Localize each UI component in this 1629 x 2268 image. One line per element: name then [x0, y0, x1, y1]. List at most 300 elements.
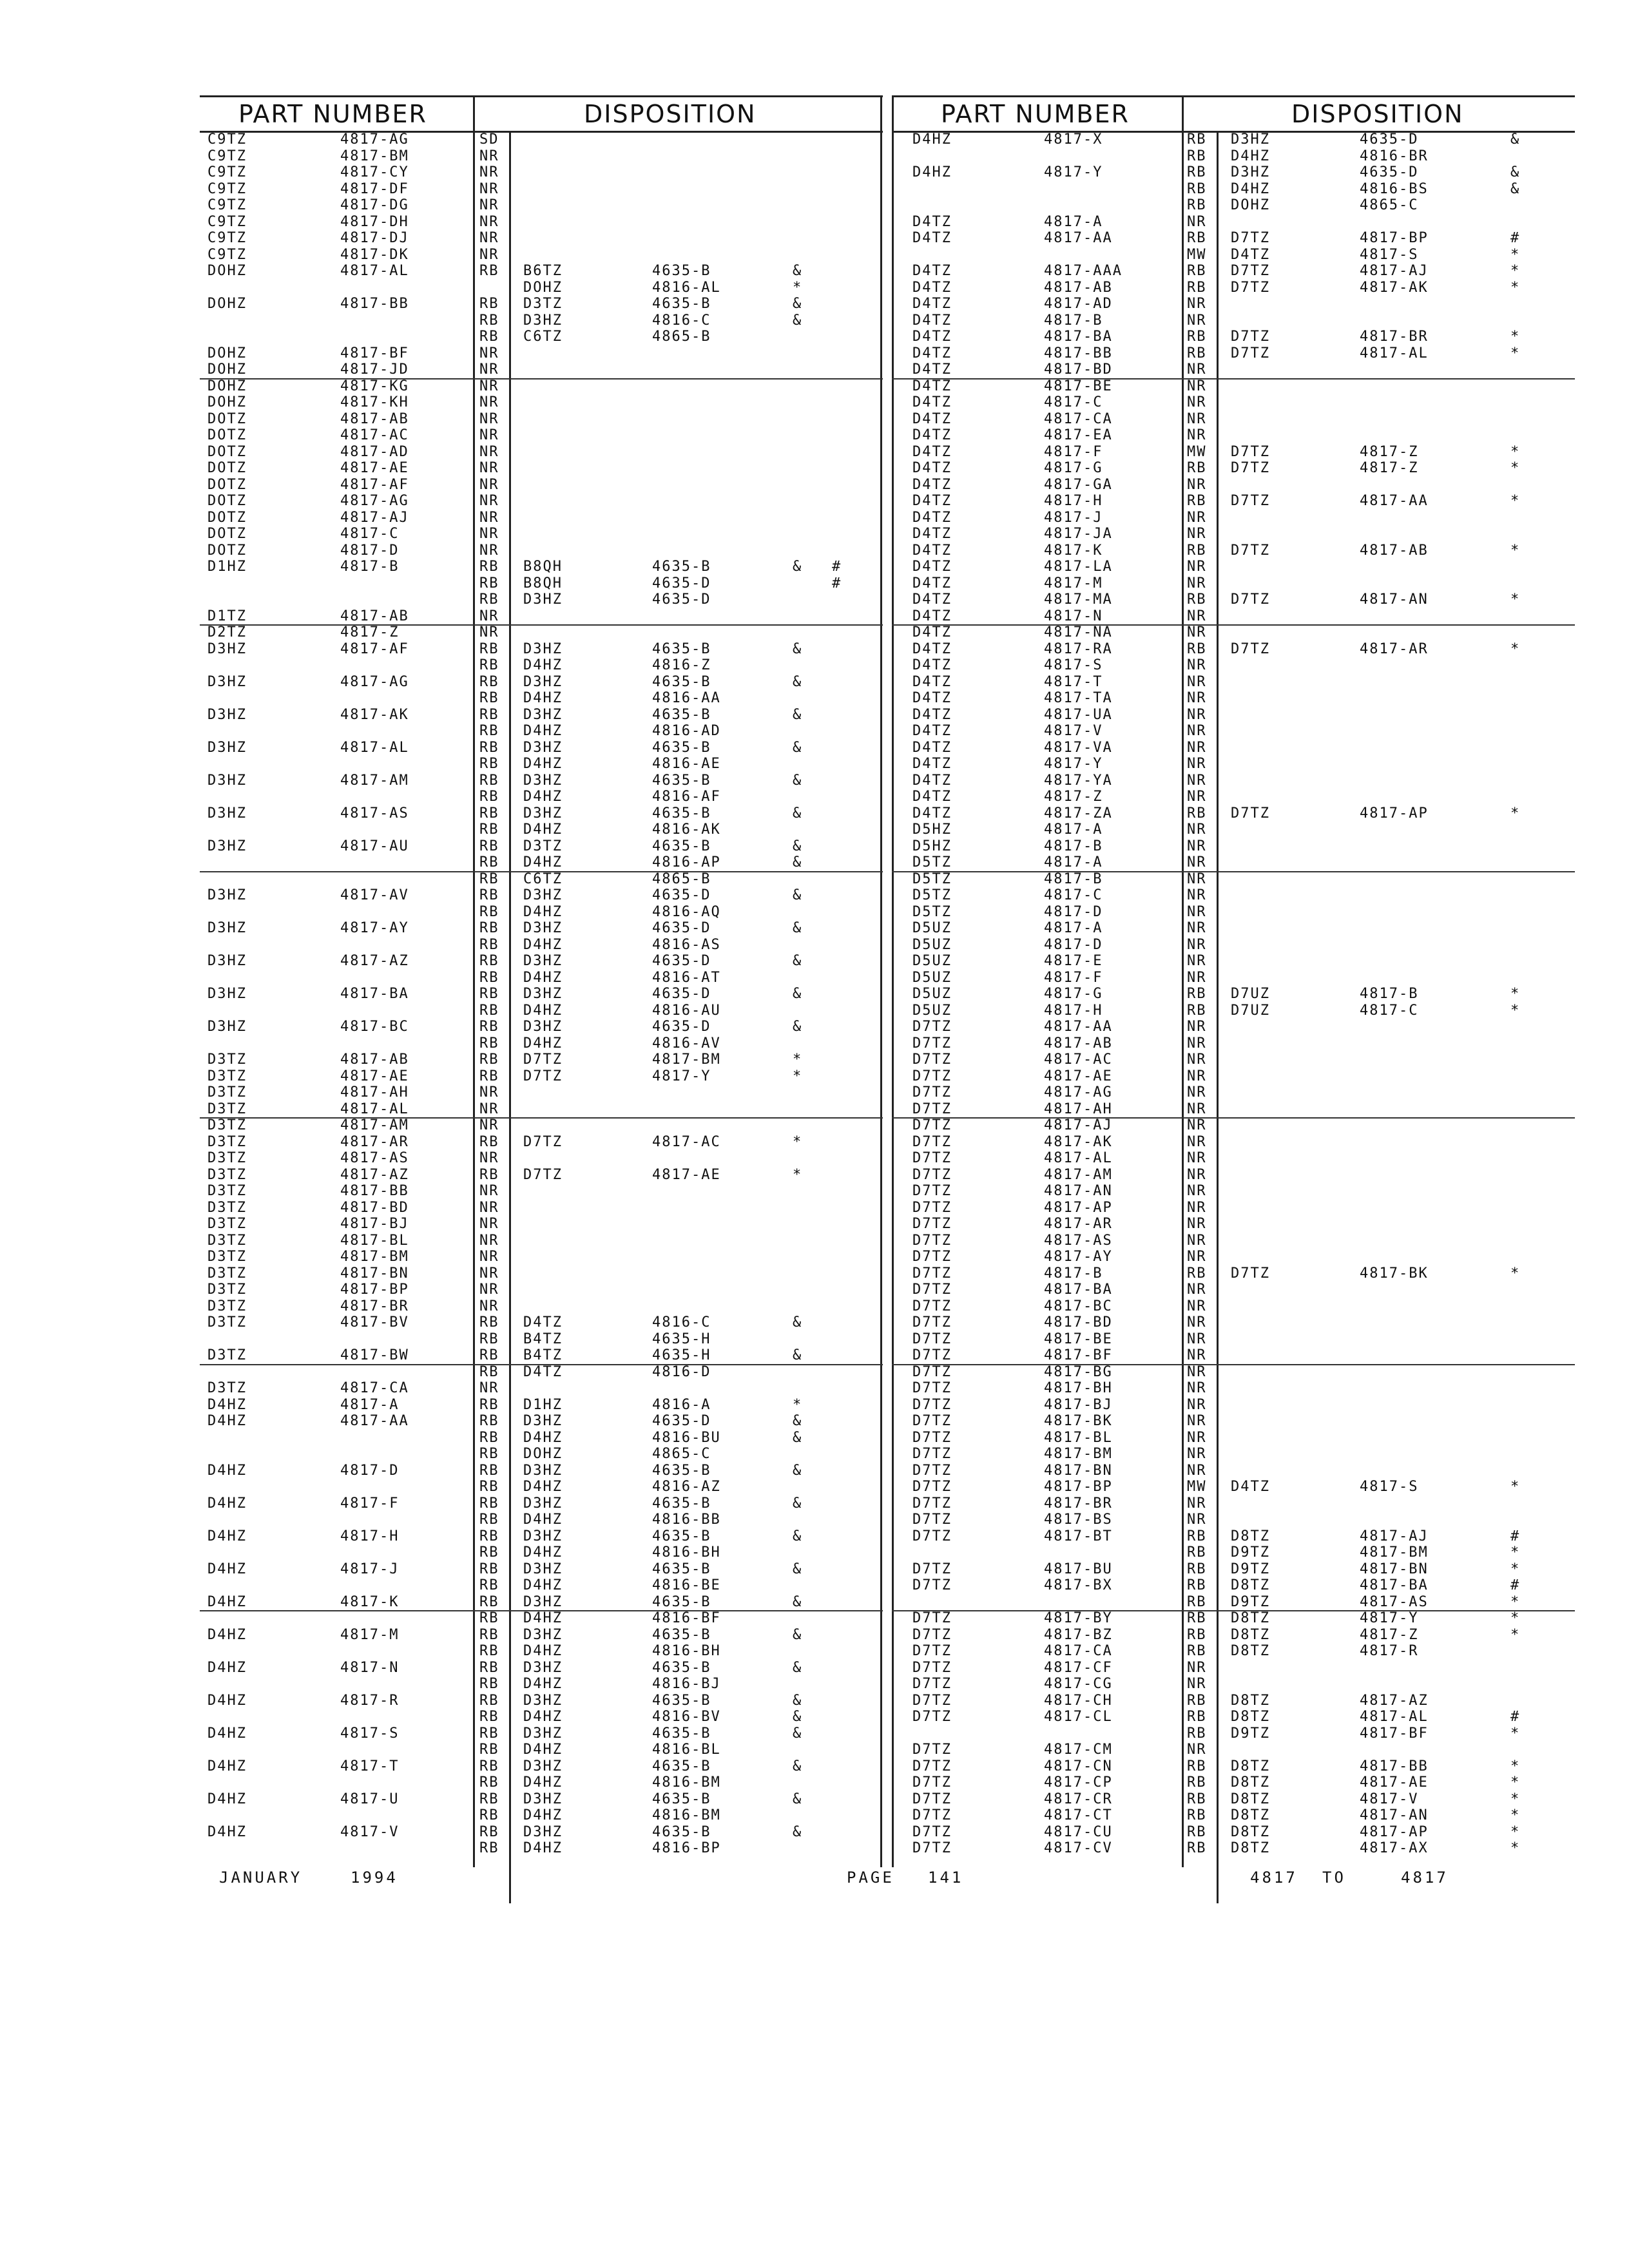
table-row [892, 131, 1575, 148]
disposition-code: RB [479, 870, 499, 887]
table-row [200, 230, 883, 247]
table-row [892, 1840, 1575, 1857]
disposition-code: RB [479, 1363, 499, 1380]
table-row [200, 1577, 883, 1594]
disposition-code: NR [1187, 920, 1207, 936]
part-number: 4817-GA [1044, 476, 1113, 493]
disposition-number: 4635-B [652, 1462, 711, 1479]
disposition-code: NR [479, 1265, 499, 1282]
table-row [892, 575, 1575, 592]
part-prefix: D3TZ [207, 1298, 247, 1314]
disposition-code: NR [1187, 870, 1207, 887]
part-prefix: D4HZ [207, 1692, 247, 1709]
table-row [892, 641, 1575, 658]
disposition-code: RB [479, 559, 499, 575]
table-row [200, 148, 883, 165]
table-row [200, 937, 883, 954]
disposition-code: RB [1187, 542, 1207, 559]
part-number: 4817-AG [340, 131, 409, 148]
table-row [200, 1840, 883, 1857]
disposition-number: 4635-B [652, 1593, 711, 1610]
part-number: 4817-AE [340, 460, 409, 476]
disposition-mark: & [793, 986, 803, 1002]
part-prefix: D7TZ [912, 1249, 952, 1265]
disposition-mark: * [1510, 1544, 1521, 1561]
disposition-mark: * [1510, 345, 1521, 361]
table-row [200, 1824, 883, 1841]
part-prefix: D4HZ [207, 1725, 247, 1742]
table-row [892, 822, 1575, 838]
part-number: 4817-AS [340, 805, 409, 822]
disposition-code: NR [1187, 559, 1207, 575]
table-row [200, 1430, 883, 1446]
part-number: 4817-A [1044, 920, 1103, 936]
table-row [200, 1528, 883, 1545]
table-row [200, 1298, 883, 1315]
part-number: 4817-Y [1044, 756, 1103, 772]
disposition-code: RB [479, 1396, 499, 1413]
table-row [892, 329, 1575, 345]
disposition-code: RB [1187, 1610, 1207, 1626]
disposition-number: 4635-B [652, 1528, 711, 1544]
table-row [892, 477, 1575, 494]
part-prefix: D7TZ [912, 1462, 952, 1479]
table-row [200, 1479, 883, 1495]
disposition-code: RB [1187, 180, 1207, 197]
part-prefix: D3HZ [207, 706, 247, 723]
table-row [200, 197, 883, 214]
disposition-code: NR [1187, 1512, 1207, 1528]
disposition-number: 4635-B [652, 838, 711, 854]
table-row [892, 230, 1575, 247]
part-prefix: D7TZ [912, 1035, 952, 1052]
part-prefix: D7TZ [912, 1659, 952, 1676]
table-row [200, 1774, 883, 1791]
table-row [200, 1314, 883, 1331]
disposition-prefix: D3HZ [523, 706, 563, 723]
part-prefix: D4TZ [912, 394, 952, 410]
disposition-code: NR [1187, 476, 1207, 493]
right-table [892, 95, 1575, 1856]
part-prefix: D7TZ [912, 1216, 952, 1232]
disposition-prefix: D3HZ [523, 772, 563, 789]
disposition-mark: * [1510, 542, 1521, 559]
disposition-mark: * [1510, 1265, 1521, 1282]
disposition-prefix: D8TZ [1231, 1610, 1270, 1626]
disposition-code: NR [479, 1084, 499, 1100]
table-row [200, 1495, 883, 1512]
disposition-number: 4817-Z [1360, 1626, 1419, 1643]
disposition-number: 4635-B [652, 739, 711, 756]
table-row [892, 773, 1575, 789]
table-row [892, 493, 1575, 510]
part-number: 4817-AF [340, 476, 409, 493]
table-row [892, 1347, 1575, 1365]
disposition-number: 4816-AL [652, 279, 721, 296]
disposition-code: MW [1187, 443, 1207, 460]
disposition-number: 4635-B [652, 673, 711, 690]
table-row [892, 1052, 1575, 1068]
disposition-prefix: D4HZ [523, 657, 563, 673]
disposition-number: 4816-AE [652, 756, 721, 772]
part-number: 4817-CL [1044, 1709, 1113, 1725]
part-number: 4817-F [340, 1495, 400, 1512]
part-number: 4817-BN [1044, 1462, 1113, 1479]
disposition-mark: & [793, 263, 803, 279]
disposition-code: NR [479, 197, 499, 213]
part-number: 4817-AZ [340, 953, 409, 969]
part-number: 4817-AB [340, 1052, 409, 1068]
disposition-number: 4817-BM [652, 1052, 721, 1068]
disposition-number: 4635-B [652, 805, 711, 822]
disposition-number: 4635-D [652, 591, 711, 608]
disposition-code: RB [479, 903, 499, 920]
disposition-prefix: D4HZ [523, 1742, 563, 1758]
disposition-code: NR [479, 246, 499, 263]
part-prefix: D4TZ [912, 345, 952, 361]
disposition-mark: * [1510, 279, 1521, 296]
table-row [200, 1610, 883, 1627]
disposition-prefix: D7TZ [1231, 345, 1270, 361]
part-number: 4817-AZ [340, 1166, 409, 1183]
part-prefix: D4TZ [912, 559, 952, 575]
part-number: 4817-AM [340, 772, 409, 789]
table-row [200, 641, 883, 658]
disposition-code: RB [1187, 1002, 1207, 1019]
table-row [892, 1364, 1575, 1381]
table-row [200, 608, 883, 626]
disposition-code: RB [1187, 1626, 1207, 1643]
disposition-number: 4816-AQ [652, 903, 721, 920]
table-row [892, 756, 1575, 773]
disposition-prefix: D3HZ [523, 1593, 563, 1610]
disposition-prefix: D7TZ [1231, 279, 1270, 296]
disposition-code: NR [1187, 1413, 1207, 1429]
part-number: 4817-BR [1044, 1495, 1113, 1512]
disposition-prefix: D7TZ [523, 1052, 563, 1068]
part-number: 4817-B [1044, 312, 1103, 329]
table-row [200, 591, 883, 608]
disposition-code: NR [1187, 657, 1207, 673]
part-number: 4817-AY [1044, 1249, 1113, 1265]
disposition-mark: & [793, 312, 803, 329]
table-row [892, 624, 1575, 641]
disposition-prefix: D3HZ [523, 1692, 563, 1709]
disposition-mark: * [1510, 1725, 1521, 1742]
table-row [892, 1446, 1575, 1463]
part-prefix: D7TZ [912, 1166, 952, 1183]
table-row [892, 510, 1575, 526]
disposition-number: 4817-S [1360, 246, 1419, 263]
disposition-code: RB [1187, 1823, 1207, 1840]
part-prefix: D3TZ [207, 1216, 247, 1232]
disposition-mark: & [793, 1462, 803, 1479]
disposition-code: RB [479, 1019, 499, 1035]
part-number: 4817-T [340, 1758, 400, 1774]
disposition-mark: & [793, 1314, 803, 1331]
disposition-number: 4635-B [652, 559, 711, 575]
disposition-prefix: D3HZ [523, 1495, 563, 1512]
disposition-number: 4816-AK [652, 822, 721, 838]
disposition-code: RB [1187, 1807, 1207, 1823]
disposition-number: 4635-B [652, 1725, 711, 1742]
disposition-code: NR [479, 1117, 499, 1133]
part-prefix: D5HZ [912, 822, 952, 838]
disposition-number: 4635-B [652, 772, 711, 789]
disposition-prefix: D4HZ [523, 969, 563, 986]
disposition-mark: * [793, 1068, 803, 1084]
part-number: 4817-KH [340, 394, 409, 410]
disposition-code: NR [1187, 296, 1207, 312]
part-prefix: D4TZ [912, 230, 952, 246]
part-number: 4817-AJ [340, 509, 409, 526]
table-row [200, 164, 883, 181]
table-row [892, 1397, 1575, 1414]
table-row [200, 1347, 883, 1365]
disposition-code: RB [479, 1347, 499, 1363]
part-prefix: D7TZ [912, 1429, 952, 1446]
part-prefix: D3HZ [207, 1019, 247, 1035]
part-number: 4817-ZA [1044, 805, 1113, 822]
disposition-prefix: D7TZ [1231, 640, 1270, 657]
part-number: 4817-BB [340, 296, 409, 312]
disposition-prefix: D7TZ [1231, 443, 1270, 460]
disposition-code: NR [1187, 887, 1207, 903]
part-number: 4817-BJ [340, 1216, 409, 1232]
table-row [200, 1265, 883, 1282]
table-row [892, 1282, 1575, 1298]
table-row [892, 1019, 1575, 1035]
disposition-prefix: D8TZ [1231, 1823, 1270, 1840]
disposition-number: 4816-BM [652, 1774, 721, 1791]
table-row [892, 1216, 1575, 1233]
disposition-heading: DISPOSITION [1291, 100, 1464, 128]
table-row [892, 1167, 1575, 1184]
disposition-code: NR [1187, 624, 1207, 640]
table-row [892, 1807, 1575, 1824]
part-prefix: DOTZ [207, 476, 247, 493]
disposition-number: 4865-B [652, 870, 711, 887]
disposition-prefix: D7TZ [1231, 329, 1270, 345]
part-number: 4817-AN [1044, 1183, 1113, 1199]
disposition-number: 4816-AD [652, 723, 721, 739]
disposition-number: 4816-Z [652, 657, 711, 673]
disposition-number: 4816-BL [652, 1742, 721, 1758]
table-row [200, 181, 883, 198]
disposition-code: RB [479, 1725, 499, 1742]
table-row [892, 1068, 1575, 1085]
part-number: 4817-F [1044, 443, 1103, 460]
table-row [892, 1298, 1575, 1315]
disposition-number: 4816-BS [1360, 180, 1429, 197]
disposition-prefix: D4HZ [523, 822, 563, 838]
disposition-prefix: D4HZ [523, 789, 563, 805]
part-prefix: D4TZ [912, 213, 952, 230]
table-row [200, 1167, 883, 1184]
part-prefix: D7TZ [912, 1298, 952, 1314]
disposition-code: NR [1187, 1166, 1207, 1183]
disposition-code: NR [479, 1249, 499, 1265]
disposition-code: NR [479, 427, 499, 443]
disposition-prefix: D4HZ [523, 1676, 563, 1692]
disposition-number: 4635-D [652, 1413, 711, 1429]
part-prefix: D7TZ [912, 1676, 952, 1692]
disposition-prefix: C6TZ [523, 870, 563, 887]
disposition-number: 4816-AV [652, 1035, 721, 1052]
table-row [892, 871, 1575, 888]
part-prefix: C9TZ [207, 213, 247, 230]
disposition-code: RB [1187, 493, 1207, 509]
table-row [200, 510, 883, 526]
disposition-code: RB [479, 1479, 499, 1495]
table-row [200, 526, 883, 543]
disposition-prefix: D3HZ [523, 953, 563, 969]
table-row [200, 1101, 883, 1119]
disposition-code: RB [479, 329, 499, 345]
disposition-code: RB [1187, 1528, 1207, 1544]
part-number: 4817-YA [1044, 772, 1113, 789]
disposition-number: 4816-BR [1360, 148, 1429, 164]
part-prefix: D4TZ [912, 296, 952, 312]
table-row [892, 1758, 1575, 1775]
table-row [200, 214, 883, 231]
table-row [200, 986, 883, 1003]
disposition-code: NR [1187, 410, 1207, 427]
part-prefix: D2TZ [207, 624, 247, 640]
table-row [200, 1183, 883, 1200]
part-prefix: D5UZ [912, 936, 952, 953]
table-row [892, 657, 1575, 674]
table-row [892, 1233, 1575, 1249]
part-prefix: C9TZ [207, 180, 247, 197]
part-prefix: D5TZ [912, 870, 952, 887]
disposition-mark: & [793, 1659, 803, 1676]
table-row [200, 1676, 883, 1693]
table-row [200, 1282, 883, 1298]
disposition-code: NR [1187, 1150, 1207, 1166]
disposition-number: 4817-AJ [1360, 1528, 1429, 1544]
footer-page-label: PAGE [847, 1869, 894, 1887]
part-number: 4817-CP [1044, 1774, 1113, 1791]
table-row [200, 1200, 883, 1216]
table-row [892, 723, 1575, 740]
table-row [200, 493, 883, 510]
part-number: 4817-BL [1044, 1429, 1113, 1446]
table-row [892, 164, 1575, 181]
part-number: 4817-AAA [1044, 263, 1123, 279]
part-prefix: D4TZ [912, 772, 952, 789]
disposition-mark: & [1510, 180, 1521, 197]
part-number: 4817-AA [1044, 1019, 1113, 1035]
part-number: 4817-AA [340, 1413, 409, 1429]
table-row [200, 1364, 883, 1381]
disposition-code: NR [1187, 706, 1207, 723]
disposition-prefix: DOHZ [1231, 197, 1270, 213]
part-prefix: D4TZ [912, 263, 952, 279]
disposition-code: SD [479, 131, 499, 148]
disposition-number: 4817-BM [1360, 1544, 1429, 1561]
part-prefix: D7TZ [912, 1528, 952, 1544]
table-row [892, 181, 1575, 198]
part-prefix: DOTZ [207, 410, 247, 427]
part-prefix: C9TZ [207, 131, 247, 148]
table-row [200, 740, 883, 756]
disposition-mark: & [793, 772, 803, 789]
part-prefix: D7TZ [912, 1396, 952, 1413]
disposition-number: 4635-D [1360, 164, 1419, 180]
table-row [200, 1512, 883, 1528]
table-row [892, 986, 1575, 1003]
disposition-prefix: D8TZ [1231, 1709, 1270, 1725]
disposition-prefix: B4TZ [523, 1331, 563, 1347]
disposition-code: RB [1187, 1544, 1207, 1561]
disposition-number: 4817-Z [1360, 460, 1419, 476]
disposition-code: RB [1187, 1774, 1207, 1791]
part-prefix: D7TZ [912, 1479, 952, 1495]
disposition-prefix: D4HZ [523, 936, 563, 953]
part-number: 4817-EA [1044, 427, 1113, 443]
disposition-prefix: D4HZ [523, 1840, 563, 1856]
disposition-code: NR [1187, 1052, 1207, 1068]
disposition-code: NR [1187, 1676, 1207, 1692]
part-prefix: D1HZ [207, 559, 247, 575]
part-prefix: D3TZ [207, 1150, 247, 1166]
disposition-mark: * [793, 1133, 803, 1150]
table-row [200, 1660, 883, 1677]
part-number: 4817-BC [1044, 1298, 1113, 1314]
disposition-code: RB [479, 1791, 499, 1807]
part-prefix: C9TZ [207, 230, 247, 246]
disposition-code: MW [1187, 246, 1207, 263]
disposition-code: NR [1187, 1380, 1207, 1396]
disposition-code: NR [479, 1380, 499, 1396]
disposition-code: RB [479, 706, 499, 723]
disposition-prefix: D4HZ [523, 1544, 563, 1561]
part-number: 4817-C [1044, 394, 1103, 410]
part-prefix: DOTZ [207, 542, 247, 559]
part-prefix: DOHZ [207, 263, 247, 279]
part-prefix: D5TZ [912, 854, 952, 870]
disposition-prefix: D4HZ [523, 1429, 563, 1446]
disposition-prefix: D3HZ [523, 920, 563, 936]
disposition-code: RB [479, 1643, 499, 1659]
table-row [892, 1084, 1575, 1101]
table-row [200, 460, 883, 477]
part-number: 4817-A [340, 1396, 400, 1413]
table-row [892, 1676, 1575, 1693]
part-number: 4817-AC [340, 427, 409, 443]
disposition-heading: DISPOSITION [584, 100, 757, 128]
disposition-prefix: D8TZ [1231, 1840, 1270, 1856]
part-prefix: D7TZ [912, 1117, 952, 1133]
part-number: 4817-AG [340, 493, 409, 509]
part-prefix: D7TZ [912, 1314, 952, 1331]
disposition-mark: & [793, 1626, 803, 1643]
part-prefix: D4HZ [207, 1396, 247, 1413]
table-row [200, 805, 883, 822]
part-prefix: D5UZ [912, 969, 952, 986]
disposition-mark: & [793, 640, 803, 657]
disposition-code: RB [479, 772, 499, 789]
disposition-code: NR [1187, 1199, 1207, 1216]
disposition-number: 4816-BM [652, 1807, 721, 1823]
disposition-number: 4817-AN [1360, 1807, 1429, 1823]
part-prefix: D4TZ [912, 608, 952, 624]
table-row [892, 378, 1575, 395]
table-row [892, 263, 1575, 280]
part-prefix: D3TZ [207, 1314, 247, 1331]
table-row [892, 1528, 1575, 1545]
